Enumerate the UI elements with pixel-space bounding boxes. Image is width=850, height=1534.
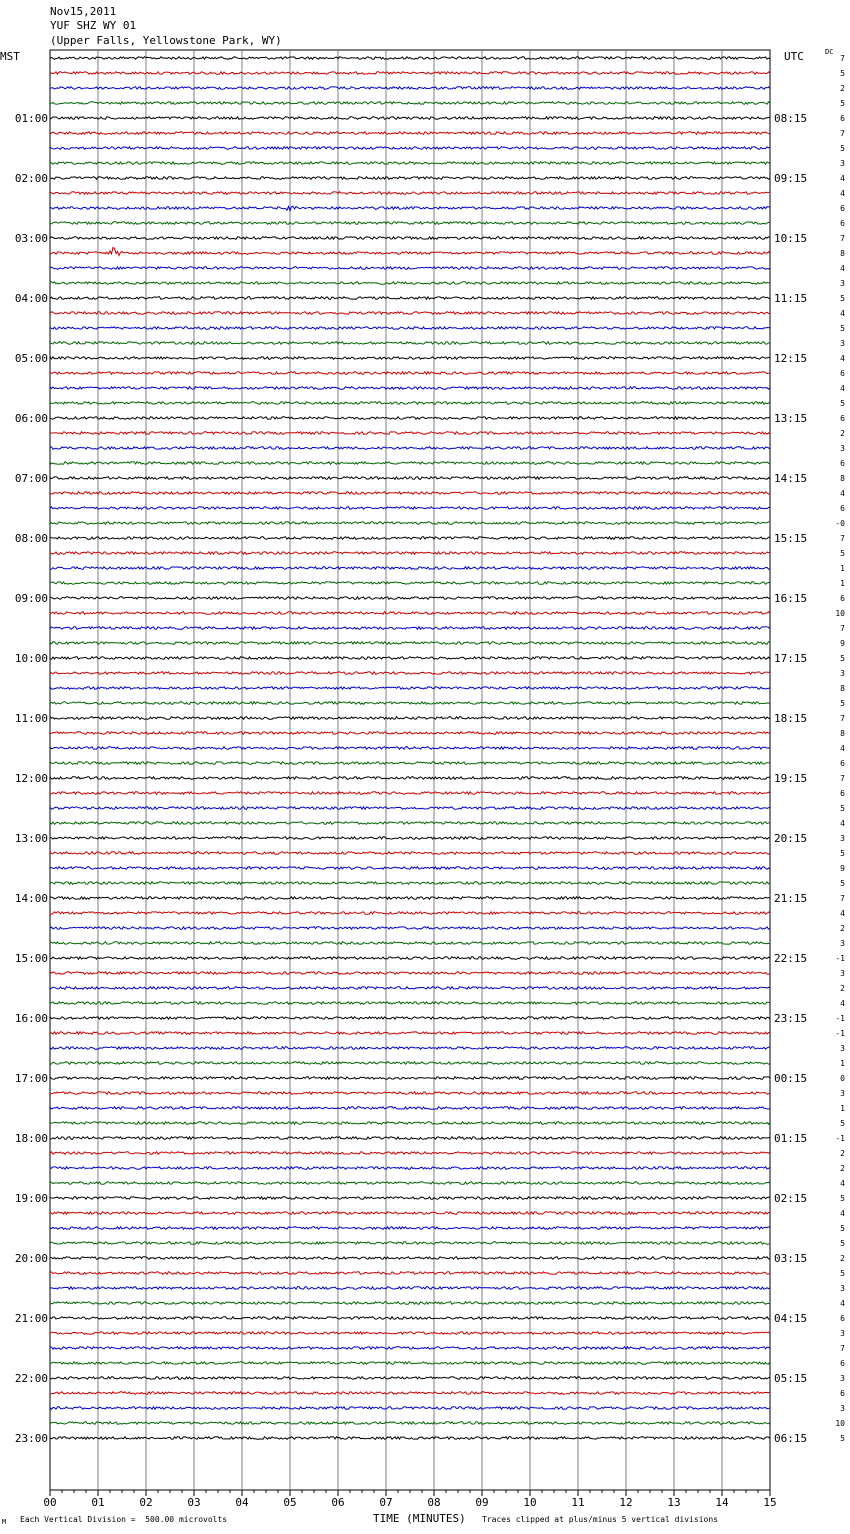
trace-line xyxy=(50,57,770,60)
trace-line xyxy=(50,897,770,900)
left-hour-label: 18:00 xyxy=(14,1132,48,1145)
dc-offset-label: 3 xyxy=(840,834,845,843)
dc-offset-label: 5 xyxy=(840,1269,845,1278)
trace-line xyxy=(50,1227,770,1230)
trace-line xyxy=(50,522,770,525)
dc-offset-label: 5 xyxy=(840,294,845,303)
x-tick-label: 07 xyxy=(379,1496,393,1509)
trace-line xyxy=(50,1197,770,1200)
dc-offset-label: 1 xyxy=(840,1104,845,1113)
dc-offset-label: 3 xyxy=(840,669,845,678)
left-hour-label: 15:00 xyxy=(14,952,48,965)
trace-line xyxy=(50,762,770,765)
trace-line xyxy=(50,597,770,600)
dc-offset-label: 5 xyxy=(840,1239,845,1248)
right-hour-label: 05:15 xyxy=(774,1372,808,1385)
trace-line xyxy=(50,1092,770,1095)
dc-offset-label: 3 xyxy=(840,1044,845,1053)
trace-line xyxy=(50,612,770,615)
dc-offset-label: 1 xyxy=(840,1059,845,1068)
x-tick-label: 09 xyxy=(475,1496,489,1509)
trace-line xyxy=(50,222,770,225)
right-hour-label: 20:15 xyxy=(774,832,808,845)
x-tick-label: 15 xyxy=(763,1496,777,1509)
left-hour-label: 17:00 xyxy=(14,1072,48,1085)
x-tick-label: 11 xyxy=(571,1496,585,1509)
dc-offset-label: 4 xyxy=(840,744,845,753)
trace-line xyxy=(50,247,770,255)
trace-line xyxy=(50,1362,770,1365)
trace-line xyxy=(50,837,770,840)
dc-offset-label: 6 xyxy=(840,594,845,603)
dc-offset-label: 2 xyxy=(840,84,845,93)
trace-line xyxy=(50,417,770,420)
dc-offset-label: 5 xyxy=(840,69,845,78)
dc-offset-label: 8 xyxy=(840,474,845,483)
dc-offset-label: 6 xyxy=(840,1359,845,1368)
trace-line xyxy=(50,732,770,735)
trace-line xyxy=(50,552,770,555)
trace-line xyxy=(50,1422,770,1425)
trace-line xyxy=(50,387,770,390)
left-hour-label: 01:00 xyxy=(14,112,48,125)
dc-offset-label: 8 xyxy=(840,684,845,693)
dc-offset-label: 7 xyxy=(840,774,845,783)
right-hour-label: 14:15 xyxy=(774,472,808,485)
dc-offset-label: 4 xyxy=(840,819,845,828)
trace-line xyxy=(50,87,770,90)
dc-offset-label: 5 xyxy=(840,1434,845,1443)
dc-offset-label: 4 xyxy=(840,309,845,318)
trace-line xyxy=(50,1077,770,1080)
left-hour-label: 03:00 xyxy=(14,232,48,245)
trace-line xyxy=(50,117,770,120)
dc-offset-label: 5 xyxy=(840,1119,845,1128)
station-code: YUF SHZ WY 01 xyxy=(50,19,137,32)
trace-line xyxy=(50,372,770,375)
x-tick-label: 01 xyxy=(91,1496,105,1509)
dc-offset-label: 4 xyxy=(840,909,845,918)
trace-line xyxy=(50,1062,770,1065)
left-hour-label: 16:00 xyxy=(14,1012,48,1025)
trace-line xyxy=(50,192,770,195)
trace-line xyxy=(50,1167,770,1170)
x-axis-label: TIME (MINUTES) xyxy=(373,1512,466,1525)
left-hour-label: 20:00 xyxy=(14,1252,48,1265)
trace-line xyxy=(50,687,770,690)
right-hour-label: 06:15 xyxy=(774,1432,808,1445)
corner-mark: M xyxy=(2,1518,7,1526)
dc-offset-label: 5 xyxy=(840,144,845,153)
dc-offset-label: 3 xyxy=(840,1404,845,1413)
trace-line xyxy=(50,1152,770,1155)
left-hour-label: 09:00 xyxy=(14,592,48,605)
trace-line xyxy=(50,717,770,720)
dc-offset-label: 2 xyxy=(840,1164,845,1173)
left-hour-label: 07:00 xyxy=(14,472,48,485)
trace-line xyxy=(50,657,770,660)
dc-offset-label: 5 xyxy=(840,1224,845,1233)
clip-note: Traces clipped at plus/minus 5 vertical divisions xyxy=(482,1515,719,1524)
right-hour-label: 22:15 xyxy=(774,952,808,965)
dc-offset-label: 4 xyxy=(840,1299,845,1308)
trace-line xyxy=(50,747,770,750)
right-hour-label: 17:15 xyxy=(774,652,808,665)
dc-offset-label: 6 xyxy=(840,759,845,768)
trace-line xyxy=(50,447,770,450)
trace-line xyxy=(50,1047,770,1050)
left-hour-label: 11:00 xyxy=(14,712,48,725)
trace-line xyxy=(50,206,770,211)
trace-line xyxy=(50,627,770,630)
dc-offset-label: 3 xyxy=(840,1284,845,1293)
trace-line xyxy=(50,1302,770,1305)
trace-line xyxy=(50,1377,770,1380)
trace-line xyxy=(50,822,770,825)
trace-line xyxy=(50,852,770,855)
trace-line xyxy=(50,1242,770,1245)
dc-offset-label: 1 xyxy=(840,579,845,588)
dc-offset-label: 3 xyxy=(840,1089,845,1098)
dc-offset-label: 1 xyxy=(840,564,845,573)
trace-line xyxy=(50,1107,770,1110)
dc-offset-label: 9 xyxy=(840,639,845,648)
dc-offset-label: 4 xyxy=(840,1209,845,1218)
right-hour-label: 11:15 xyxy=(774,292,808,305)
trace-line xyxy=(50,132,770,135)
dc-offset-label: 9 xyxy=(840,864,845,873)
dc-column-label: DC xyxy=(825,48,834,56)
dc-offset-label: 6 xyxy=(840,789,845,798)
trace-line xyxy=(50,282,770,285)
right-hour-label: 19:15 xyxy=(774,772,808,785)
trace-line xyxy=(50,882,770,885)
right-hour-label: 12:15 xyxy=(774,352,808,365)
dc-offset-label: 8 xyxy=(840,249,845,258)
left-hour-label: 06:00 xyxy=(14,412,48,425)
dc-offset-label: 6 xyxy=(840,459,845,468)
left-timezone-label: MST xyxy=(0,50,20,63)
trace-line xyxy=(50,507,770,510)
dc-offset-label: 10 xyxy=(835,609,845,618)
dc-offset-label: 6 xyxy=(840,1314,845,1323)
dc-offset-label: 5 xyxy=(840,699,845,708)
trace-line xyxy=(50,642,770,645)
x-tick-label: 05 xyxy=(283,1496,297,1509)
left-hour-label: 14:00 xyxy=(14,892,48,905)
right-hour-label: 09:15 xyxy=(774,172,808,185)
trace-line xyxy=(50,792,770,795)
dc-offset-label: 3 xyxy=(840,279,845,288)
left-hour-label: 02:00 xyxy=(14,172,48,185)
trace-line xyxy=(50,1437,770,1440)
trace-line xyxy=(50,1332,770,1335)
dc-offset-label: 2 xyxy=(840,984,845,993)
dc-offset-label: -1 xyxy=(835,1014,845,1023)
trace-line xyxy=(50,972,770,975)
right-hour-label: 23:15 xyxy=(774,1012,808,1025)
x-tick-label: 14 xyxy=(715,1496,729,1509)
left-hour-label: 19:00 xyxy=(14,1192,48,1205)
left-hour-label: 04:00 xyxy=(14,292,48,305)
left-hour-label: 22:00 xyxy=(14,1372,48,1385)
dc-offset-label: 7 xyxy=(840,714,845,723)
trace-line xyxy=(50,807,770,810)
dc-offset-label: 2 xyxy=(840,429,845,438)
trace-line xyxy=(50,492,770,495)
trace-line xyxy=(50,357,770,360)
x-tick-label: 03 xyxy=(187,1496,201,1509)
dc-offset-label: 4 xyxy=(840,354,845,363)
left-hour-label: 23:00 xyxy=(14,1432,48,1445)
right-hour-label: 10:15 xyxy=(774,232,808,245)
trace-line xyxy=(50,432,770,435)
trace-line xyxy=(50,867,770,870)
right-hour-label: 21:15 xyxy=(774,892,808,905)
dc-offset-label: 5 xyxy=(840,399,845,408)
trace-line xyxy=(50,1272,770,1275)
trace-line xyxy=(50,1287,770,1290)
dc-offset-label: 6 xyxy=(840,504,845,513)
dc-offset-label: 5 xyxy=(840,99,845,108)
dc-offset-label: 3 xyxy=(840,159,845,168)
trace-line xyxy=(50,1122,770,1125)
dc-offset-label: 3 xyxy=(840,1374,845,1383)
trace-line xyxy=(50,1407,770,1410)
trace-line xyxy=(50,912,770,915)
dc-offset-label: 6 xyxy=(840,1389,845,1398)
dc-offset-label: -1 xyxy=(835,1029,845,1038)
dc-offset-label: 4 xyxy=(840,489,845,498)
dc-offset-label: -0 xyxy=(835,519,845,528)
trace-line xyxy=(50,462,770,465)
right-hour-label: 15:15 xyxy=(774,532,808,545)
dc-offset-label: 5 xyxy=(840,879,845,888)
dc-offset-label: 6 xyxy=(840,219,845,228)
trace-line xyxy=(50,567,770,570)
dc-offset-label: -1 xyxy=(835,954,845,963)
dc-offset-label: 2 xyxy=(840,1254,845,1263)
trace-line xyxy=(50,537,770,540)
right-hour-label: 08:15 xyxy=(774,112,808,125)
dc-offset-label: 7 xyxy=(840,234,845,243)
dc-offset-label: 5 xyxy=(840,324,845,333)
dc-offset-label: 4 xyxy=(840,264,845,273)
dc-offset-label: 6 xyxy=(840,414,845,423)
left-hour-label: 08:00 xyxy=(14,532,48,545)
trace-line xyxy=(50,1257,770,1260)
trace-line xyxy=(50,1137,770,1140)
trace-line xyxy=(50,237,770,240)
trace-line xyxy=(50,72,770,75)
trace-line xyxy=(50,1182,770,1185)
x-tick-label: 04 xyxy=(235,1496,249,1509)
dc-offset-label: 7 xyxy=(840,894,845,903)
trace-line xyxy=(50,1392,770,1395)
dc-offset-label: 6 xyxy=(840,369,845,378)
trace-line xyxy=(50,957,770,960)
trace-line xyxy=(50,1032,770,1035)
trace-line xyxy=(50,102,770,105)
dc-offset-label: 5 xyxy=(840,654,845,663)
dc-offset-label: 6 xyxy=(840,204,845,213)
dc-offset-label: 4 xyxy=(840,999,845,1008)
dc-offset-label: 3 xyxy=(840,444,845,453)
dc-offset-label: 6 xyxy=(840,114,845,123)
trace-line xyxy=(50,312,770,315)
left-hour-label: 12:00 xyxy=(14,772,48,785)
dc-offset-label: 3 xyxy=(840,939,845,948)
x-tick-label: 10 xyxy=(523,1496,537,1509)
dc-offset-label: 3 xyxy=(840,1329,845,1338)
station-location: (Upper Falls, Yellowstone Park, WY) xyxy=(50,34,282,47)
left-hour-label: 10:00 xyxy=(14,652,48,665)
trace-line xyxy=(50,582,770,585)
right-timezone-label: UTC xyxy=(784,50,804,63)
trace-line xyxy=(50,477,770,480)
left-hour-label: 05:00 xyxy=(14,352,48,365)
dc-offset-label: 5 xyxy=(840,549,845,558)
x-tick-label: 00 xyxy=(43,1496,57,1509)
trace-line xyxy=(50,702,770,705)
right-hour-label: 01:15 xyxy=(774,1132,808,1145)
left-hour-label: 21:00 xyxy=(14,1312,48,1325)
dc-offset-label: 4 xyxy=(840,174,845,183)
trace-line xyxy=(50,267,770,270)
right-hour-label: 16:15 xyxy=(774,592,808,605)
scale-note: Each Vertical Division = 500.00 microvolts xyxy=(20,1515,228,1524)
trace-line xyxy=(50,177,770,180)
x-tick-label: 02 xyxy=(139,1496,153,1509)
dc-offset-label: 2 xyxy=(840,924,845,933)
dc-offset-label: 10 xyxy=(835,1419,845,1428)
x-tick-label: 06 xyxy=(331,1496,345,1509)
trace-line xyxy=(50,927,770,930)
trace-line xyxy=(50,942,770,945)
trace-line xyxy=(50,1212,770,1215)
trace-line xyxy=(50,1317,770,1320)
dc-offset-label: 3 xyxy=(840,969,845,978)
right-hour-label: 03:15 xyxy=(774,1252,808,1265)
dc-offset-label: 0 xyxy=(840,1074,845,1083)
dc-offset-label: 7 xyxy=(840,1344,845,1353)
dc-offset-label: 3 xyxy=(840,339,845,348)
trace-line xyxy=(50,1002,770,1005)
x-tick-label: 13 xyxy=(667,1496,681,1509)
dc-offset-label: -1 xyxy=(835,1134,845,1143)
trace-line xyxy=(50,342,770,345)
right-hour-label: 04:15 xyxy=(774,1312,808,1325)
trace-line xyxy=(50,1017,770,1020)
dc-offset-label: 5 xyxy=(840,849,845,858)
trace-line xyxy=(50,777,770,780)
left-hour-label: 13:00 xyxy=(14,832,48,845)
dc-offset-label: 7 xyxy=(840,54,845,63)
right-hour-label: 00:15 xyxy=(774,1072,808,1085)
trace-line xyxy=(50,147,770,150)
plot-frame xyxy=(50,50,770,1490)
right-hour-label: 02:15 xyxy=(774,1192,808,1205)
plot-date: Nov15,2011 xyxy=(50,5,117,18)
dc-offset-label: 7 xyxy=(840,534,845,543)
trace-line xyxy=(50,402,770,405)
trace-line xyxy=(50,297,770,300)
x-tick-label: 12 xyxy=(619,1496,633,1509)
right-hour-label: 13:15 xyxy=(774,412,808,425)
dc-offset-label: 5 xyxy=(840,804,845,813)
trace-line xyxy=(50,1347,770,1350)
dc-offset-label: 7 xyxy=(840,129,845,138)
dc-offset-label: 7 xyxy=(840,624,845,633)
trace-line xyxy=(50,987,770,990)
trace-line xyxy=(50,162,770,165)
dc-offset-label: 4 xyxy=(840,1179,845,1188)
x-tick-label: 08 xyxy=(427,1496,441,1509)
dc-offset-label: 4 xyxy=(840,189,845,198)
trace-line xyxy=(50,327,770,330)
trace-line xyxy=(50,672,770,675)
dc-offset-label: 8 xyxy=(840,729,845,738)
dc-offset-label: 4 xyxy=(840,384,845,393)
right-hour-label: 18:15 xyxy=(774,712,808,725)
dc-offset-label: 2 xyxy=(840,1149,845,1158)
dc-offset-label: 5 xyxy=(840,1194,845,1203)
